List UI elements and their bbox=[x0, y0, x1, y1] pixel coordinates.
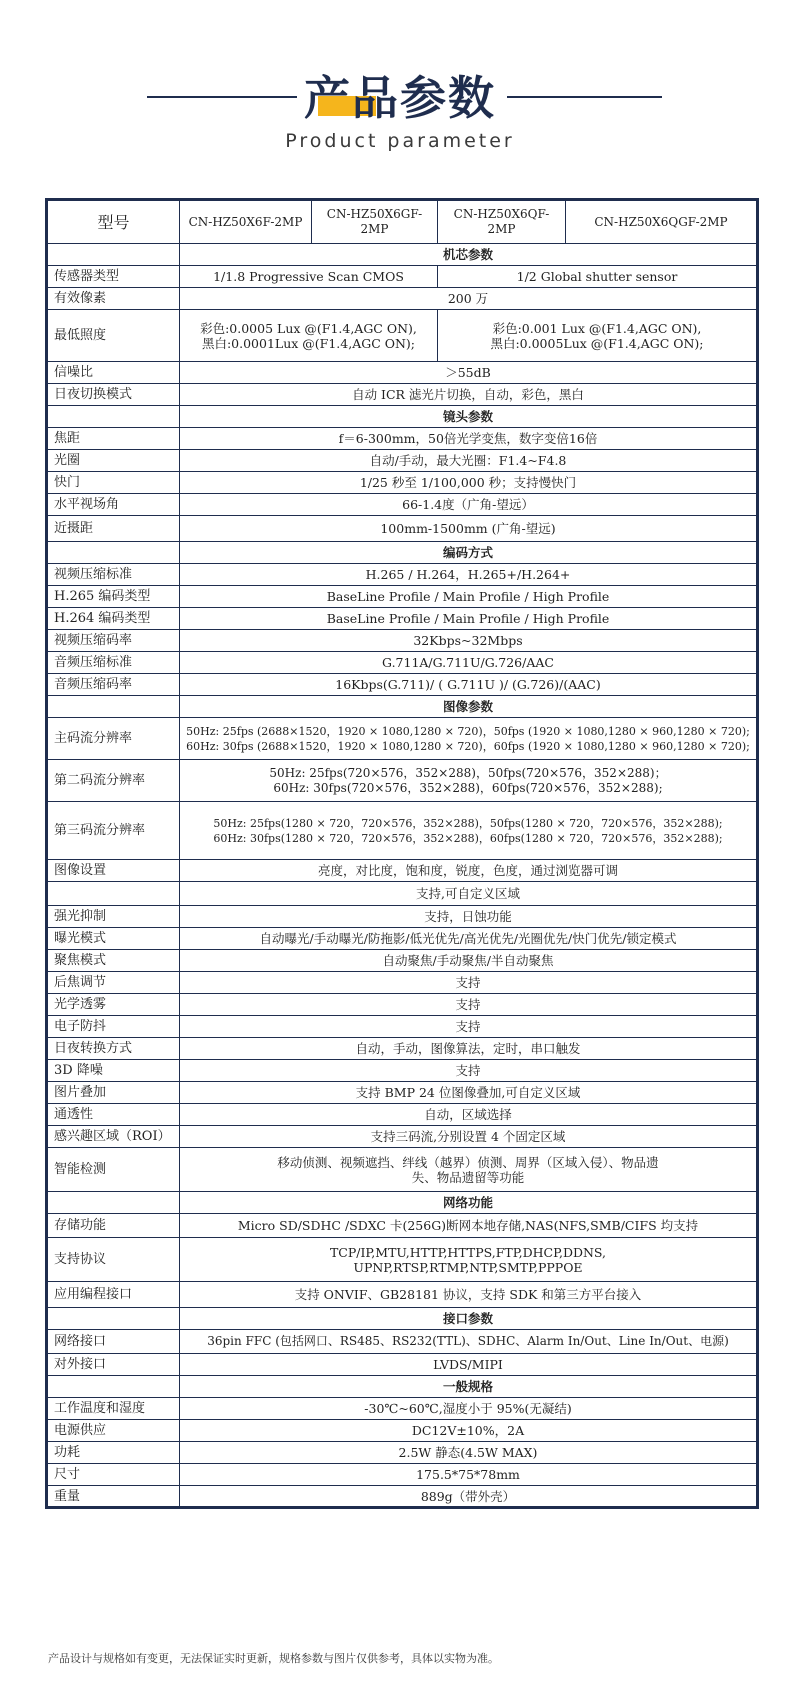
row-value: 60Hz: 30fps(720×576，352×288)，60fps(720×576，352×288); bbox=[273, 780, 663, 795]
row-label: 网络接口 bbox=[47, 1330, 180, 1354]
row-label: 视频压缩码率 bbox=[47, 630, 180, 652]
row-label: 图像设置 bbox=[47, 860, 180, 882]
row-value: 自动曝光/手动曝光/防拖影/低光优先/高光优先/光圈优先/快门优先/锁定模式 bbox=[180, 928, 758, 950]
row-label: 第三码流分辨率 bbox=[47, 802, 180, 860]
row-value: 支持 BMP 24 位图像叠加,可自定义区域 bbox=[180, 1082, 758, 1104]
row-value: -30℃~60℃,湿度小于 95%(无凝结) bbox=[180, 1398, 758, 1420]
section-lens: 镜头参数 bbox=[180, 406, 758, 428]
row-value: 支持三码流,分别设置 4 个固定区域 bbox=[180, 1126, 758, 1148]
row-label: 日夜转换方式 bbox=[47, 1038, 180, 1060]
row-label: 智能检测 bbox=[47, 1148, 180, 1192]
row-label: 存储功能 bbox=[47, 1214, 180, 1238]
row-label: 水平视场角 bbox=[47, 494, 180, 516]
page-title: 产品参数 bbox=[304, 71, 496, 125]
row-value: 16Kbps(G.711)/ ( G.711U )/ (G.726)/(AAC) bbox=[180, 674, 758, 696]
row-label: 光圈 bbox=[47, 450, 180, 472]
row-label: 图片叠加 bbox=[47, 1082, 180, 1104]
row-label: 支持协议 bbox=[47, 1238, 180, 1282]
row-label: 强光抑制 bbox=[47, 906, 180, 928]
row-value: 支持 bbox=[180, 1016, 758, 1038]
model-label: 型号 bbox=[47, 200, 180, 244]
section-network: 网络功能 bbox=[180, 1192, 758, 1214]
row-value: f＝6-300mm，50倍光学变焦，数字变倍16倍 bbox=[180, 428, 758, 450]
model-1: CN-HZ50X6F-2MP bbox=[180, 200, 312, 244]
row-value: 50Hz: 25fps(720×576，352×288)，50fps(720×576，352×288)； bbox=[269, 765, 667, 780]
row-label: 传感器类型 bbox=[47, 266, 180, 288]
row-value: BaseLine Profile / Main Profile / High Profile bbox=[180, 586, 758, 608]
row-value: 黑白:0.0005Lux @(F1.4,AGC ON); bbox=[490, 335, 704, 351]
row-label: 信噪比 bbox=[47, 362, 180, 384]
row-label: 音频压缩标准 bbox=[47, 652, 180, 674]
row-value: 2.5W 静态(4.5W MAX) bbox=[180, 1442, 758, 1464]
row-label: 重量 bbox=[47, 1486, 180, 1508]
row-label: 快门 bbox=[47, 472, 180, 494]
section-general: 一般规格 bbox=[180, 1376, 758, 1398]
row-value: BaseLine Profile / Main Profile / High Profile bbox=[180, 608, 758, 630]
row-value: 失、物品遗留等功能 bbox=[411, 1169, 525, 1185]
row-label: 应用编程接口 bbox=[47, 1282, 180, 1308]
row-value: UPNP,RTSP,RTMP,NTP,SMTP,PPPOE bbox=[353, 1259, 583, 1275]
row-label: 通透性 bbox=[47, 1104, 180, 1126]
row-value: 支持 bbox=[180, 1060, 758, 1082]
row-label: 聚焦模式 bbox=[47, 950, 180, 972]
model-row bbox=[47, 200, 758, 244]
row-label: 电子防抖 bbox=[47, 1016, 180, 1038]
row-label: 对外接口 bbox=[47, 1354, 180, 1376]
row-value: 1/25 秒至 1/100,000 秒；支持慢快门 bbox=[180, 472, 758, 494]
row-value: 支持 bbox=[180, 972, 758, 994]
row-label: 功耗 bbox=[47, 1442, 180, 1464]
row-label: 曝光模式 bbox=[47, 928, 180, 950]
row-value: 1/1.8 Progressive Scan CMOS bbox=[180, 266, 438, 288]
row-label: 感兴趣区域（ROI） bbox=[47, 1126, 180, 1148]
section-image: 图像参数 bbox=[180, 696, 758, 718]
row-label: 视频压缩标准 bbox=[47, 564, 180, 586]
row-value: 彩色:0.001 Lux @(F1.4,AGC ON), bbox=[492, 320, 702, 336]
row-value: 自动，区域选择 bbox=[180, 1104, 758, 1126]
row-label bbox=[47, 882, 180, 906]
row-value: 50Hz: 25fps(1280 × 720，720×576，352×288)，50fps(1280 × 720，720×576，352×288); bbox=[213, 816, 723, 830]
model-2: CN-HZ50X6GF-2MP bbox=[312, 200, 438, 244]
row-value: 支持,可自定义区域 bbox=[180, 882, 758, 906]
row-label: 后焦调节 bbox=[47, 972, 180, 994]
row-value: 支持 bbox=[180, 994, 758, 1016]
page-header bbox=[0, 0, 800, 190]
section-encoding: 编码方式 bbox=[180, 542, 758, 564]
row-value: 60Hz: 30fps(1280 × 720，720×576，352×288)，60fps(1280 × 720，720×576，352×288); bbox=[213, 831, 723, 845]
row-value: ＞55dB bbox=[180, 362, 758, 384]
row-value: 1/2 Global shutter sensor bbox=[438, 266, 758, 288]
row-label: H.265 编码类型 bbox=[47, 586, 180, 608]
row-label: 主码流分辨率 bbox=[47, 718, 180, 760]
row-value: 彩色:0.0005 Lux @(F1.4,AGC ON), bbox=[200, 320, 417, 336]
row-label: 日夜切换模式 bbox=[47, 384, 180, 406]
model-4: CN-HZ50X6QGF-2MP bbox=[566, 200, 758, 244]
row-value: 支持，日蚀功能 bbox=[180, 906, 758, 928]
row-value: 移动侦测、视频遮挡、绊线（越界）侦测、周界（区域入侵）、物品遗 bbox=[277, 1154, 659, 1170]
row-label: 焦距 bbox=[47, 428, 180, 450]
row-value: G.711A/G.711U/G.726/AAC bbox=[180, 652, 758, 674]
row-value: 175.5*75*78mm bbox=[180, 1464, 758, 1486]
row-label: 音频压缩码率 bbox=[47, 674, 180, 696]
section-core: 机芯参数 bbox=[180, 244, 758, 266]
row-label: 光学透雾 bbox=[47, 994, 180, 1016]
row-label: 尺寸 bbox=[47, 1464, 180, 1486]
model-3: CN-HZ50X6QF-2MP bbox=[438, 200, 566, 244]
row-label: 近摄距 bbox=[47, 516, 180, 542]
row-label: 3D 降噪 bbox=[47, 1060, 180, 1082]
footnote: 产品设计与规格如有变更，无法保证实时更新，规格参数与图片仅供参考，具体以实物为准。 bbox=[48, 1652, 499, 1665]
row-value: TCP/IP,MTU,HTTP,HTTPS,FTP,DHCP,DDNS, bbox=[329, 1244, 607, 1260]
table-row bbox=[47, 266, 758, 288]
row-value: H.265 / H.264，H.265+/H.264+ bbox=[180, 564, 758, 586]
row-value: DC12V±10%，2A bbox=[180, 1420, 758, 1442]
row-value: 自动聚焦/手动聚焦/半自动聚焦 bbox=[180, 950, 758, 972]
row-label: 第二码流分辨率 bbox=[47, 760, 180, 802]
row-value: 50Hz: 25fps (2688×1520，1920 × 1080,1280 × 720)，50fps (1920 × 1080,1280 × 960,1280 × 720); bbox=[186, 724, 750, 738]
spec-table bbox=[45, 198, 759, 1509]
row-value: 889g（带外壳） bbox=[180, 1486, 758, 1508]
row-value: 亮度，对比度，饱和度，锐度，色度，通过浏览器可调 bbox=[180, 860, 758, 882]
row-value: 36pin FFC (包括网口、RS485、RS232(TTL)、SDHC、Alarm In/Out、Line In/Out、电源) bbox=[180, 1330, 758, 1354]
row-label: H.264 编码类型 bbox=[47, 608, 180, 630]
row-label: 有效像素 bbox=[47, 288, 180, 310]
row-value: 自动，手动，图像算法，定时，串口触发 bbox=[180, 1038, 758, 1060]
row-value: 支持 ONVIF、GB28181 协议，支持 SDK 和第三方平台接入 bbox=[180, 1282, 758, 1308]
section-interface: 接口参数 bbox=[180, 1308, 758, 1330]
row-value: 32Kbps~32Mbps bbox=[180, 630, 758, 652]
row-value: 100mm-1500mm (广角-望远) bbox=[180, 516, 758, 542]
row-label: 电源供应 bbox=[47, 1420, 180, 1442]
page-subtitle: Product parameter bbox=[285, 130, 515, 152]
row-value: 60Hz: 30fps (2688×1520，1920 × 1080,1280 × 720)，60fps (1920 × 1080,1280 × 960,1280 × 720); bbox=[186, 739, 750, 753]
row-label: 最低照度 bbox=[47, 310, 180, 362]
table-row bbox=[47, 310, 758, 362]
row-value: 黑白:0.0001Lux @(F1.4,AGC ON); bbox=[201, 335, 416, 351]
row-value: 自动 ICR 滤光片切换，自动，彩色，黑白 bbox=[180, 384, 758, 406]
row-value: 自动/手动，最大光圈：F1.4~F4.8 bbox=[180, 450, 758, 472]
row-value: 200 万 bbox=[180, 288, 758, 310]
row-value: LVDS/MIPI bbox=[180, 1354, 758, 1376]
row-label: 工作温度和湿度 bbox=[47, 1398, 180, 1420]
row-value: 66-1.4度（广角-望远） bbox=[180, 494, 758, 516]
row-value: Micro SD/SDHC /SDXC 卡(256G)断网本地存储,NAS(NFS,SMB/CIFS 均支持 bbox=[180, 1214, 758, 1238]
